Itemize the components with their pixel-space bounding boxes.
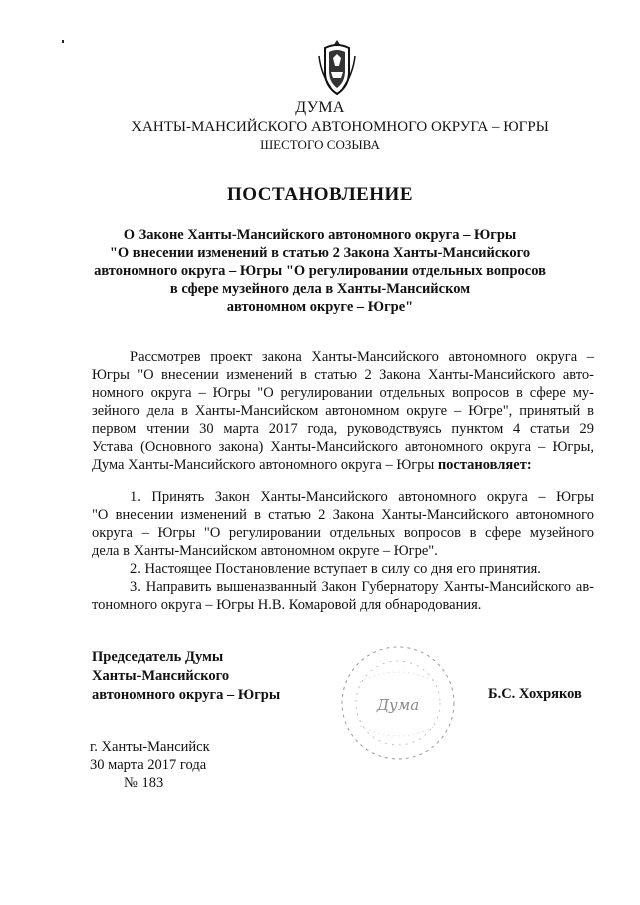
position-line: Ханты-Мансийского: [92, 668, 230, 684]
item-3-line: 3. Направить вышеназванный Закон Губернатору Ханты-Мансийского ав-: [130, 579, 594, 595]
item-1-line: дела в Ханты-Мансийском автономном округе – Югре".: [92, 543, 438, 559]
subject-line: "О внесении изменений в статью 2 Закона Ханты-Мансийского: [109, 245, 531, 261]
preamble-line: Югры "О внесении изменений в статью 2 Закона Ханты-Мансийского авто-: [92, 367, 594, 383]
item-3-paragraph: [92, 578, 594, 614]
document-number: № 183: [124, 775, 164, 791]
item-2-paragraph: [92, 560, 594, 578]
item-1-line: округа – Югры "О регулировании отдельных вопросов в сфере музейного: [92, 525, 594, 541]
preamble-line: зейного дела в Ханты-Мансийском автономном округе – Югре", принятый в: [92, 403, 594, 419]
signatory-position: [92, 648, 280, 705]
official-seal: [338, 642, 458, 764]
item-1-line: 1. Принять Закон Ханты-Мансийского автономного округа – Югры: [130, 489, 594, 505]
subject-line: автономного округа – Югры "О регулировании отдельных вопросов: [94, 263, 546, 279]
subject-line: автономном округе – Югре": [226, 299, 414, 315]
preamble-line: Рассмотрев проект закона Ханты-Мансийского автономного округа –: [130, 349, 594, 365]
signatory-name: Б.С. Хохряков: [488, 686, 582, 702]
coat-of-arms-icon: [315, 38, 359, 98]
institution-name: ДУМА: [295, 99, 345, 116]
institution-region: ХАНТЫ-МАНСИЙСКОГО АВТОНОМНОГО ОКРУГА – ЮГРЫ: [131, 119, 549, 135]
place-of-adoption: г. Ханты-Мансийск: [90, 739, 210, 755]
scan-mark: [62, 40, 64, 43]
resolution-verb: постановляет:: [437, 457, 532, 473]
seal-label: Дума: [376, 696, 420, 714]
item-1-line: "О внесении изменений в статью 2 Закона Ханты-Мансийского автономного: [92, 507, 594, 523]
preamble-line: первом чтении 30 марта 2017 года, руководствуясь пунктом 4 статьи 29: [92, 421, 594, 437]
preamble-paragraph: [92, 348, 594, 474]
preamble-line: номного округа – Югры "О регулировании отдельных вопросов в сфере му-: [92, 385, 594, 401]
document-subject: [0, 226, 640, 316]
adoption-date: 30 марта 2017 года: [90, 757, 207, 773]
document-type: ПОСТАНОВЛЕНИЕ: [226, 184, 414, 205]
preamble-line: Дума Ханты-Мансийского автономного округа – Югры: [92, 457, 435, 473]
position-line: Председатель Думы: [92, 649, 224, 665]
item-1-paragraph: [92, 488, 594, 560]
item-3-line: тономного округа – Югры Н.В. Комаровой для обнародования.: [92, 597, 482, 613]
position-line: автономного округа – Югры: [92, 687, 281, 703]
subject-line: в сфере музейного дела в Ханты-Мансийском: [169, 281, 471, 297]
preamble-line: Устава (Основного закона) Ханты-Мансийского автономного округа – Югры,: [92, 439, 594, 455]
convocation: ШЕСТОГО СОЗЫВА: [260, 137, 380, 152]
subject-line: О Законе Ханты-Мансийского автономного округа – Югры: [123, 227, 517, 243]
item-2-line: 2. Настоящее Постановление вступает в силу со дня его принятия.: [130, 561, 541, 577]
preamble-line-final: [92, 456, 594, 474]
document-footer: [90, 738, 210, 792]
